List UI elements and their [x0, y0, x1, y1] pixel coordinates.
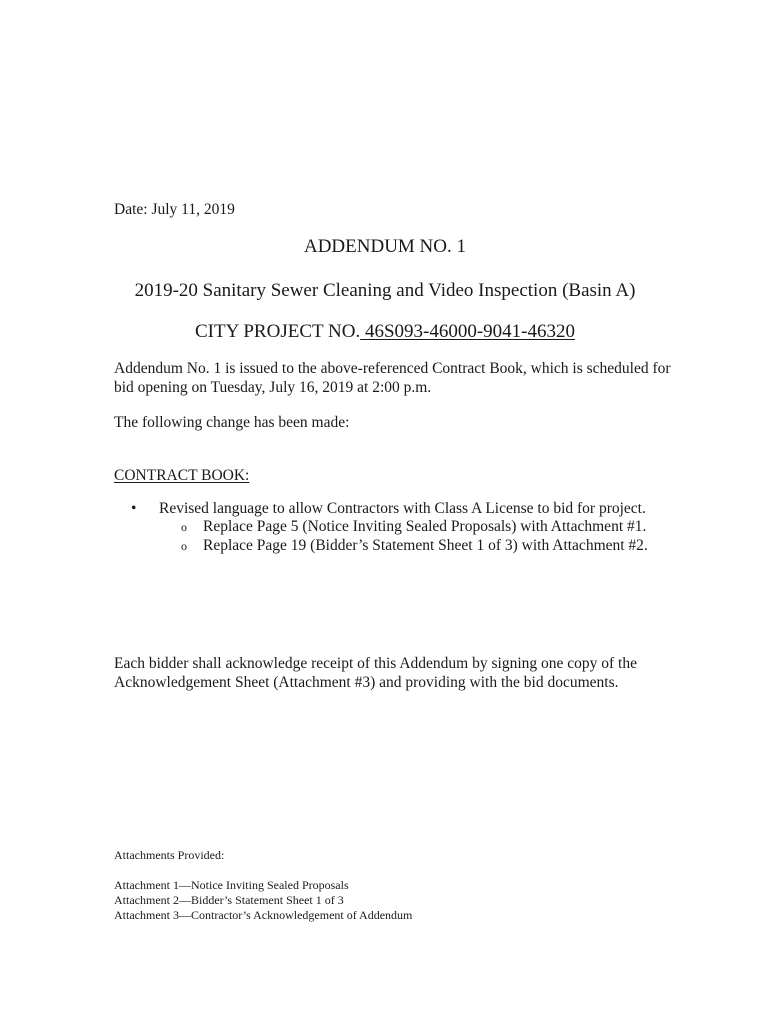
project-number-label: CITY PROJECT NO. [194, 321, 361, 342]
sub-item-text: Replace Page 5 (Notice Inviting Sealed Proposals) with Attachment #1. [203, 518, 647, 535]
attachment-item: Attachment 2—Bidder’s Statement Sheet 1 of 3 [114, 893, 344, 907]
attachment-item: Attachment 3—Contractor’s Acknowledgement of Addendum [114, 908, 413, 922]
project-number-value: 46S093-46000-9041-46320 [360, 321, 576, 342]
attachment-item: Attachment 1—Notice Inviting Sealed Proposals [114, 878, 349, 892]
sub-item [181, 536, 648, 556]
sub-item-marker: o [181, 539, 187, 553]
bullet-marker: • [131, 500, 137, 517]
bullet-text: Revised language to allow Contractors with Class A License to bid for project. [159, 500, 646, 517]
sub-item [181, 517, 646, 537]
bullet-item [131, 499, 646, 518]
document-date: Date: July 11, 2019 [114, 201, 235, 218]
city-project-number [0, 321, 770, 343]
sub-item-text: Replace Page 19 (Bidder’s Statement Sheet 1 of 3) with Attachment #2. [203, 537, 648, 554]
sub-item-marker: o [181, 520, 187, 534]
attachments-heading: Attachments Provided: [114, 848, 225, 862]
section-heading-contract-book: CONTRACT BOOK: [114, 467, 250, 484]
addendum-title: ADDENDUM NO. 1 [303, 236, 467, 257]
intro-paragraph: Addendum No. 1 is issued to the above-referenced Contract Book, which is scheduled for bid opening on Tuesday, July 16, 2019 at 2:00 p.m. [114, 360, 671, 396]
project-title: 2019-20 Sanitary Sewer Cleaning and Video Inspection (Basin A) [134, 280, 636, 301]
attachments-list [114, 878, 412, 923]
change-line: The following change has been made: [114, 414, 350, 431]
acknowledgement-paragraph: Each bidder shall acknowledge receipt of this Addendum by signing one copy of the Acknowledgement Sheet (Attachment #3) and providing with the bid documents. [114, 655, 637, 691]
